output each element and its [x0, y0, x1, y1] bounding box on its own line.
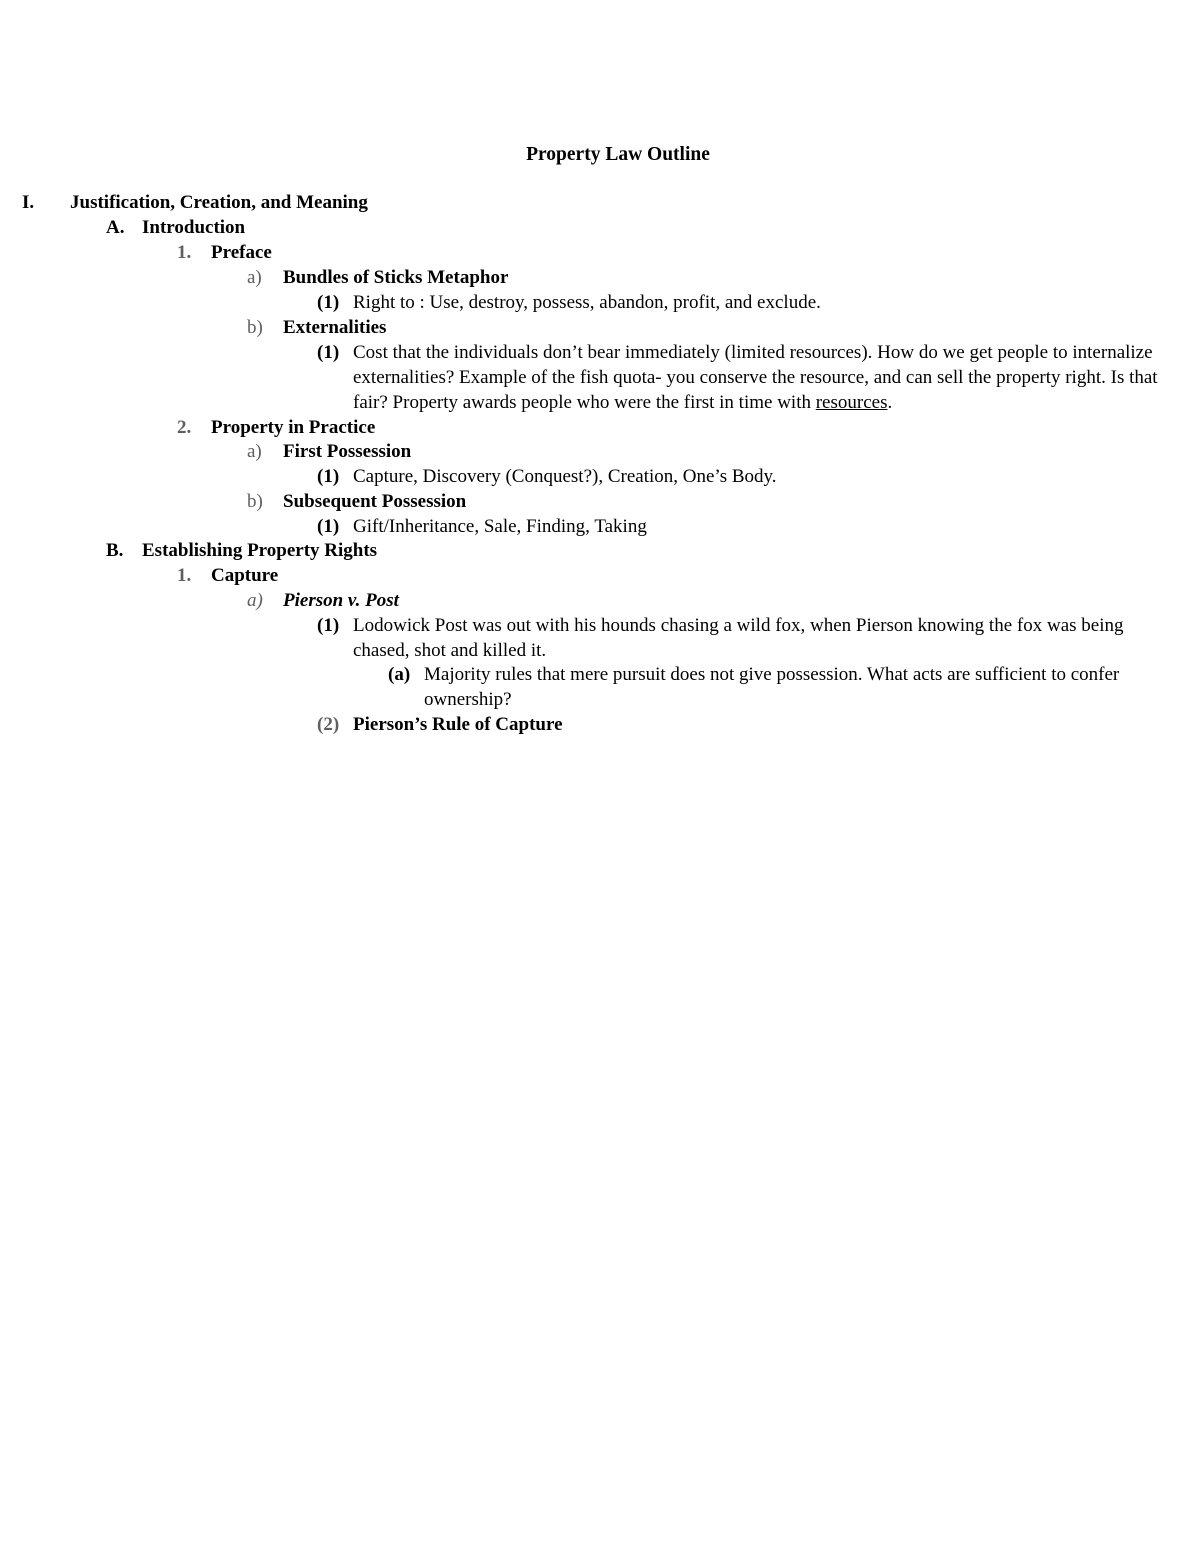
outline-label: (1) [317, 292, 340, 313]
outline-label: a) [247, 441, 262, 462]
outline-text: Subsequent Possession [283, 491, 467, 512]
outline-text: Cost that the individuals don’t bear immediately (limited resources). How do we get people to internalize externalities? Example of the fish quota- you conserve the resource, and can sell the property right. Is that fair? Property awards people who were the first in time with [353, 342, 1158, 413]
outline-text-end: . [887, 391, 893, 413]
outline-label: a) [247, 267, 262, 288]
outline-text: Lodowick Post was out with his hounds chasing a wild fox, when Pierson knowing the fox was being chased, shot and killed it. [353, 615, 1124, 661]
outline-label: (1) [317, 342, 340, 363]
outline-item-lodowick-post [0, 614, 1200, 664]
outline-text: Pierson’s Rule of Capture [353, 714, 563, 735]
outline-paragraph [353, 341, 1181, 415]
outline-label: 1. [177, 242, 192, 263]
outline-text: Majority rules that mere pursuit does not give possession. What acts are sufficient to confer ownership? [424, 664, 1120, 710]
outline-text: Property in Practice [211, 417, 376, 438]
outline-label: b) [247, 491, 263, 512]
outline-label: 1. [177, 565, 192, 586]
outline-text: Gift/Inheritance, Sale, Finding, Taking [353, 516, 647, 537]
outline-label: 2. [177, 417, 192, 438]
outline-text: Justification, Creation, and Meaning [70, 192, 368, 213]
outline-text: Introduction [142, 217, 246, 238]
outline-label: (1) [317, 466, 340, 487]
outline-item-majority-rules [0, 663, 1200, 713]
outline-label: (2) [317, 714, 340, 735]
outline-label: (1) [317, 615, 340, 636]
outline-text: Pierson v. Post [283, 590, 399, 611]
outline-text: Externalities [283, 317, 387, 338]
outline-label: I. [22, 192, 35, 213]
outline-text: Preface [211, 242, 272, 263]
outline-item-cost [0, 341, 1200, 416]
outline-label: A. [106, 217, 125, 238]
outline-label: B. [106, 540, 124, 561]
outline-text: Right to : Use, destroy, possess, abandon, profit, and exclude. [353, 292, 821, 313]
outline-text: Establishing Property Rights [142, 540, 378, 561]
outline-label: (1) [317, 516, 340, 537]
outline-text: Bundles of Sticks Metaphor [283, 267, 509, 288]
outline-label: (a) [388, 664, 411, 685]
outline-text: Capture [211, 565, 279, 586]
document-title: Property Law Outline [526, 144, 710, 165]
outline-underlined-word: resources [815, 391, 888, 413]
outline-label: b) [247, 317, 263, 338]
outline-label: a) [247, 590, 263, 611]
outline-text: Capture, Discovery (Conquest?), Creation, One’s Body. [353, 466, 777, 487]
outline-text: First Possession [283, 441, 412, 462]
